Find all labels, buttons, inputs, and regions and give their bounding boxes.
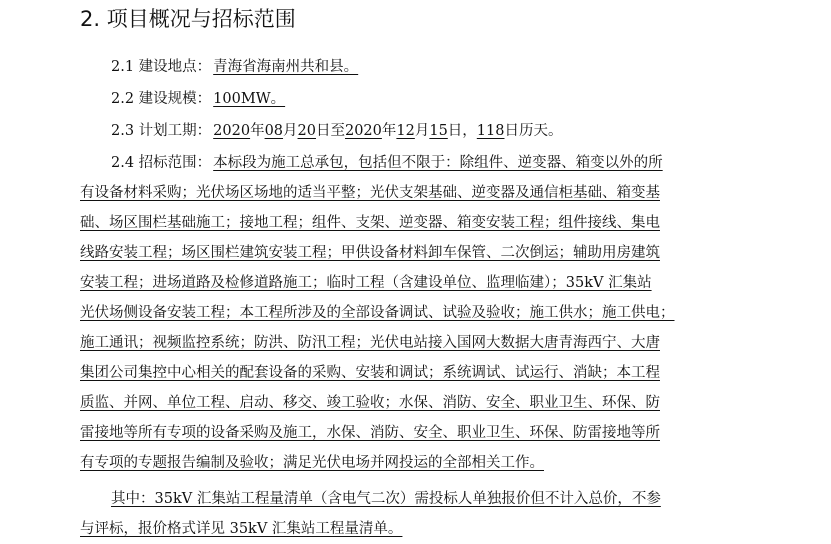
item-label: 计划工期： bbox=[138, 123, 212, 139]
note-text: 与评标，报价格式详见 35kV 汇集站工程量清单。 bbox=[80, 521, 403, 537]
scope-text: 线路安装工程；场区围栏建筑安装工程；甲供设备材料卸车保管、二次倒运；辅助用房建筑 bbox=[80, 245, 660, 261]
item-value: 青海省海南州共和县。 bbox=[213, 59, 359, 75]
scope-text: 安装工程；进场道路及检修道路施工；临时工程（含建设单位、监理临建）；35kV 汇集站 bbox=[80, 275, 652, 291]
item-number: 2.4 bbox=[111, 155, 135, 171]
scope-text: 本标段为施工总承包，包括但不限于：除组件、逆变器、箱变以外的所 bbox=[213, 155, 663, 171]
text-day-to: 日至 bbox=[315, 123, 345, 139]
duration-days: 118 bbox=[476, 123, 505, 139]
scope-line-6 bbox=[80, 303, 675, 323]
item-number: 2.1 bbox=[111, 59, 135, 75]
scope-text: 光伏场侧设备安装工程；本工程所涉及的全部设备调试、试验及验收；施工供水；施工供电； bbox=[80, 305, 675, 321]
scope-text: 集团公司集控中心相关的配套设备的采购、安装和调试；系统调试、试运行、消缺；本工程 bbox=[80, 365, 660, 381]
scope-text: 质监、并网、单位工程、启动、移交、竣工验收；水保、消防、安全、职业卫生、环保、防 bbox=[80, 395, 660, 411]
end-month: 12 bbox=[396, 123, 415, 139]
scope-text: 施工通讯；视频监控系统；防洪、防汛工程；光伏电站接入国网大数据大唐青海西宁、大唐 bbox=[80, 335, 660, 351]
start-day: 20 bbox=[297, 123, 316, 139]
section-heading bbox=[80, 4, 296, 34]
item-construction-scale bbox=[111, 89, 285, 109]
scope-line-3 bbox=[80, 213, 660, 233]
scope-line-8 bbox=[80, 363, 660, 383]
item-label: 招标范围： bbox=[138, 155, 212, 171]
start-year: 2020 bbox=[213, 123, 251, 139]
scope-text: 有设备材料采购；光伏场区场地的适当平整；光伏支架基础、逆变器及通信柜基础、箱变基 bbox=[80, 185, 660, 201]
start-month: 08 bbox=[264, 123, 284, 139]
item-planned-duration bbox=[111, 121, 562, 141]
scope-line-1 bbox=[111, 153, 663, 173]
text-year: 年 bbox=[381, 123, 397, 139]
end-day: 15 bbox=[429, 123, 448, 139]
item-label: 建设地点： bbox=[138, 59, 212, 75]
scope-line-9 bbox=[80, 393, 660, 413]
scope-line-10 bbox=[80, 423, 660, 443]
section-number: 2. bbox=[80, 7, 101, 31]
text-month: 月 bbox=[414, 123, 430, 139]
end-year: 2020 bbox=[344, 123, 382, 139]
note-line-1 bbox=[111, 489, 661, 509]
note-line-2 bbox=[80, 519, 402, 539]
scope-text: 有专项的专题报告编制及验收；满足光伏电场并网投运的全部相关工作。 bbox=[80, 455, 544, 471]
scope-text: 础、场区围栏基础施工；接地工程；组件、支架、逆变器、箱变安装工程；组件接线、集电 bbox=[80, 215, 660, 231]
note-text: 其中：35kV 汇集站工程量清单（含电气二次）需投标人单独报价但不计入总价，不参 bbox=[111, 491, 661, 507]
text-year: 年 bbox=[250, 123, 265, 139]
scope-line-11 bbox=[80, 453, 544, 473]
scope-text: 雷接地等所有专项的设备采购及施工，水保、消防、安全、职业卫生、环保、防雷接地等所 bbox=[80, 425, 660, 441]
text-calendar-days: 日历天。 bbox=[504, 123, 563, 139]
item-value: 100MW。 bbox=[213, 91, 286, 107]
scope-line-2 bbox=[80, 183, 660, 203]
scope-line-4 bbox=[80, 243, 660, 263]
item-construction-location bbox=[111, 57, 358, 77]
section-title: 项目概况与招标范围 bbox=[106, 7, 296, 31]
item-number: 2.3 bbox=[111, 123, 135, 139]
scope-line-5 bbox=[80, 273, 652, 293]
item-label: 建设规模： bbox=[138, 91, 212, 107]
item-number: 2.2 bbox=[111, 91, 135, 107]
text-day: 日， bbox=[447, 123, 477, 139]
text-month: 月 bbox=[283, 123, 298, 139]
scope-line-7 bbox=[80, 333, 660, 353]
